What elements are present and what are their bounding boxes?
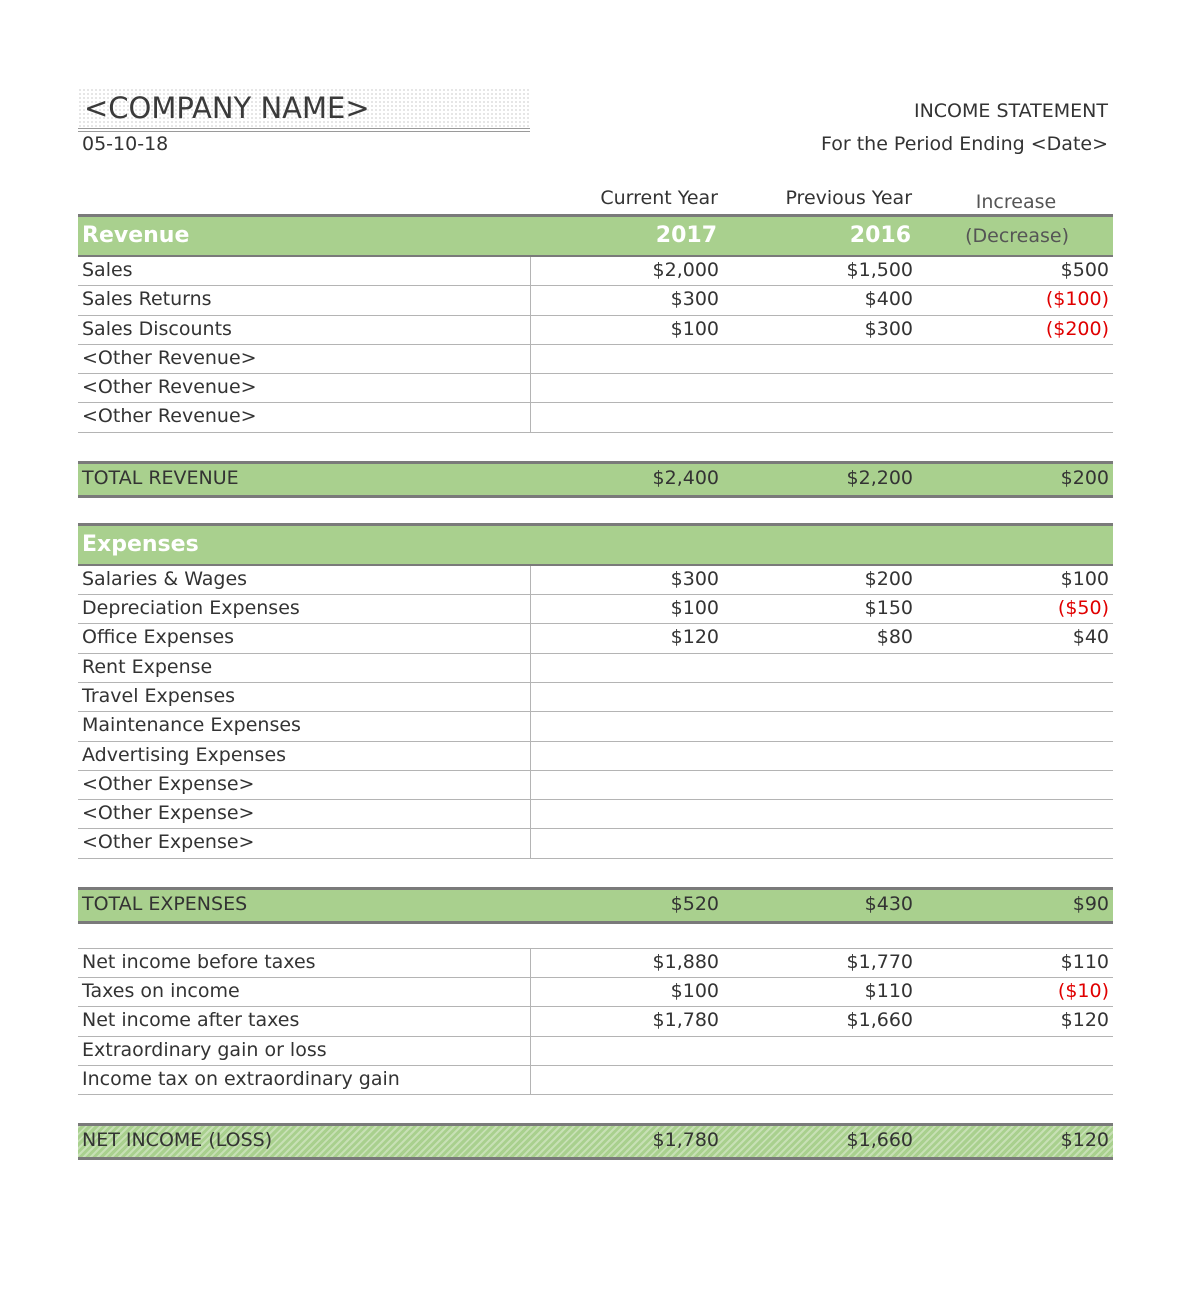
expense-label: <Other Expense> (82, 772, 255, 795)
expense-current-value: $120 (670, 626, 719, 649)
column-header-increase: Increase (975, 191, 1057, 213)
company-name: <COMPANY NAME> (84, 91, 370, 125)
total-expenses-previous: $430 (864, 892, 913, 915)
column-divider (530, 403, 531, 432)
income-label: Net income before taxes (82, 950, 316, 973)
column-divider (530, 771, 531, 800)
column-divider (530, 624, 531, 653)
expense-previous-value: $200 (864, 567, 913, 590)
revenue-label: Sales Returns (82, 288, 212, 311)
revenue-rows (78, 257, 1113, 433)
spacer (78, 859, 1113, 887)
net-income-label: NET INCOME (LOSS) (82, 1129, 273, 1152)
expense-row[interactable] (78, 683, 1113, 712)
net-income-change: $120 (1060, 1129, 1109, 1152)
year-current: 2017 (655, 223, 717, 248)
expense-row[interactable] (78, 712, 1113, 741)
expense-change-value: $100 (1060, 567, 1109, 590)
expense-row[interactable] (78, 566, 1113, 595)
column-divider (530, 1037, 531, 1066)
column-divider (530, 742, 531, 771)
revenue-row[interactable] (78, 374, 1113, 403)
column-divider (530, 978, 531, 1007)
column-divider (530, 595, 531, 624)
expenses-heading: Expenses (82, 531, 199, 557)
revenue-row[interactable] (78, 316, 1113, 345)
expense-label: Maintenance Expenses (82, 714, 301, 737)
column-divider (530, 654, 531, 683)
revenue-row[interactable] (78, 345, 1113, 374)
column-divider (530, 566, 531, 595)
income-row[interactable] (78, 949, 1113, 978)
expense-row[interactable] (78, 624, 1113, 653)
column-divider (530, 712, 531, 741)
expense-current-value: $100 (670, 597, 719, 620)
company-underline (78, 128, 530, 129)
net-income-previous: $1,660 (846, 1129, 913, 1152)
net-income-current: $1,780 (652, 1129, 719, 1152)
total-revenue-previous: $2,200 (846, 466, 913, 489)
column-divider (530, 1007, 531, 1036)
revenue-row[interactable] (78, 257, 1113, 286)
income-change-value: $110 (1060, 950, 1109, 973)
total-expenses-label: TOTAL EXPENSES (82, 892, 248, 915)
income-label: Taxes on income (82, 980, 240, 1003)
total-revenue-row[interactable] (78, 461, 1113, 498)
expense-label: Travel Expenses (82, 684, 236, 707)
expense-previous-value: $150 (864, 597, 913, 620)
revenue-label: <Other Revenue> (82, 405, 257, 428)
column-header-previous-year: Previous Year (785, 187, 912, 209)
income-statement-table (78, 214, 1113, 1160)
revenue-previous-value: $400 (864, 288, 913, 311)
income-rows (78, 948, 1113, 1095)
total-revenue-current: $2,400 (652, 466, 719, 489)
income-change-value: $120 (1060, 1009, 1109, 1032)
income-row[interactable] (78, 1066, 1113, 1095)
revenue-current-value: $100 (670, 317, 719, 340)
revenue-section-header (78, 214, 1113, 257)
income-row[interactable] (78, 1037, 1113, 1066)
expenses-section-header (78, 523, 1113, 566)
column-divider (530, 345, 531, 374)
column-divider (530, 800, 531, 829)
column-divider (530, 1066, 531, 1095)
income-row[interactable] (78, 978, 1113, 1007)
expense-rows (78, 566, 1113, 859)
revenue-label: Sales (82, 259, 133, 281)
spacer (78, 924, 1113, 948)
income-label: Net income after taxes (82, 1009, 300, 1032)
spacer (78, 1095, 1113, 1123)
column-divider (530, 949, 531, 978)
income-change-value: ($10) (1057, 980, 1109, 1003)
expense-label: Salaries & Wages (82, 567, 248, 590)
spacer (78, 433, 1113, 461)
income-previous-value: $1,770 (846, 950, 913, 973)
column-header-current-year: Current Year (600, 187, 718, 209)
income-row[interactable] (78, 1007, 1113, 1036)
revenue-change-value: ($200) (1045, 317, 1109, 340)
expense-label: <Other Expense> (82, 831, 255, 854)
revenue-row[interactable] (78, 286, 1113, 315)
revenue-previous-value: $300 (864, 317, 913, 340)
total-revenue-label: TOTAL REVENUE (82, 466, 239, 489)
total-expenses-current: $520 (670, 892, 719, 915)
expense-label: Rent Expense (82, 655, 213, 678)
expense-label: Depreciation Expenses (82, 597, 300, 620)
expense-label: Office Expenses (82, 626, 235, 649)
expense-change-value: ($50) (1057, 597, 1109, 620)
revenue-label: <Other Revenue> (82, 346, 257, 369)
column-divider (530, 257, 531, 286)
revenue-change-value: ($100) (1045, 288, 1109, 311)
revenue-heading: Revenue (82, 223, 190, 248)
revenue-row[interactable] (78, 403, 1113, 432)
expense-previous-value: $80 (876, 626, 913, 649)
revenue-change-value: $500 (1060, 259, 1109, 281)
decrease-label: (Decrease) (965, 225, 1069, 247)
column-divider (530, 374, 531, 403)
revenue-previous-value: $1,500 (846, 259, 913, 281)
revenue-label: Sales Discounts (82, 317, 232, 340)
income-previous-value: $1,660 (846, 1009, 913, 1032)
total-expenses-change: $90 (1072, 892, 1109, 915)
statement-title: INCOME STATEMENT (913, 100, 1108, 122)
column-divider (530, 683, 531, 712)
expense-current-value: $300 (670, 567, 719, 590)
expense-change-value: $40 (1072, 626, 1109, 649)
expense-label: Advertising Expenses (82, 743, 287, 766)
income-current-value: $100 (670, 980, 719, 1003)
expense-row[interactable] (78, 800, 1113, 829)
income-previous-value: $110 (864, 980, 913, 1003)
column-divider (530, 316, 531, 345)
company-name-box[interactable] (78, 88, 530, 128)
total-expenses-row[interactable] (78, 887, 1113, 924)
spacer (78, 498, 1113, 523)
expense-row[interactable] (78, 829, 1113, 858)
column-divider (530, 829, 531, 858)
statement-date[interactable]: 05-10-18 (82, 133, 169, 155)
income-current-value: $1,880 (652, 950, 719, 973)
income-label: Income tax on extraordinary gain (82, 1067, 400, 1090)
expense-row[interactable] (78, 771, 1113, 800)
column-divider (530, 286, 531, 315)
statement-period[interactable]: For the Period Ending <Date> (820, 133, 1108, 155)
income-current-value: $1,780 (652, 1009, 719, 1032)
expense-label: <Other Expense> (82, 802, 255, 825)
expense-row[interactable] (78, 654, 1113, 683)
company-underline-double (78, 131, 530, 132)
revenue-current-value: $2,000 (652, 259, 719, 281)
expense-row[interactable] (78, 742, 1113, 771)
income-label: Extraordinary gain or loss (82, 1038, 327, 1061)
revenue-label: <Other Revenue> (82, 376, 257, 399)
revenue-current-value: $300 (670, 288, 719, 311)
expense-row[interactable] (78, 595, 1113, 624)
net-income-row[interactable] (78, 1123, 1113, 1160)
total-revenue-change: $200 (1060, 466, 1109, 489)
year-previous: 2016 (849, 223, 911, 248)
